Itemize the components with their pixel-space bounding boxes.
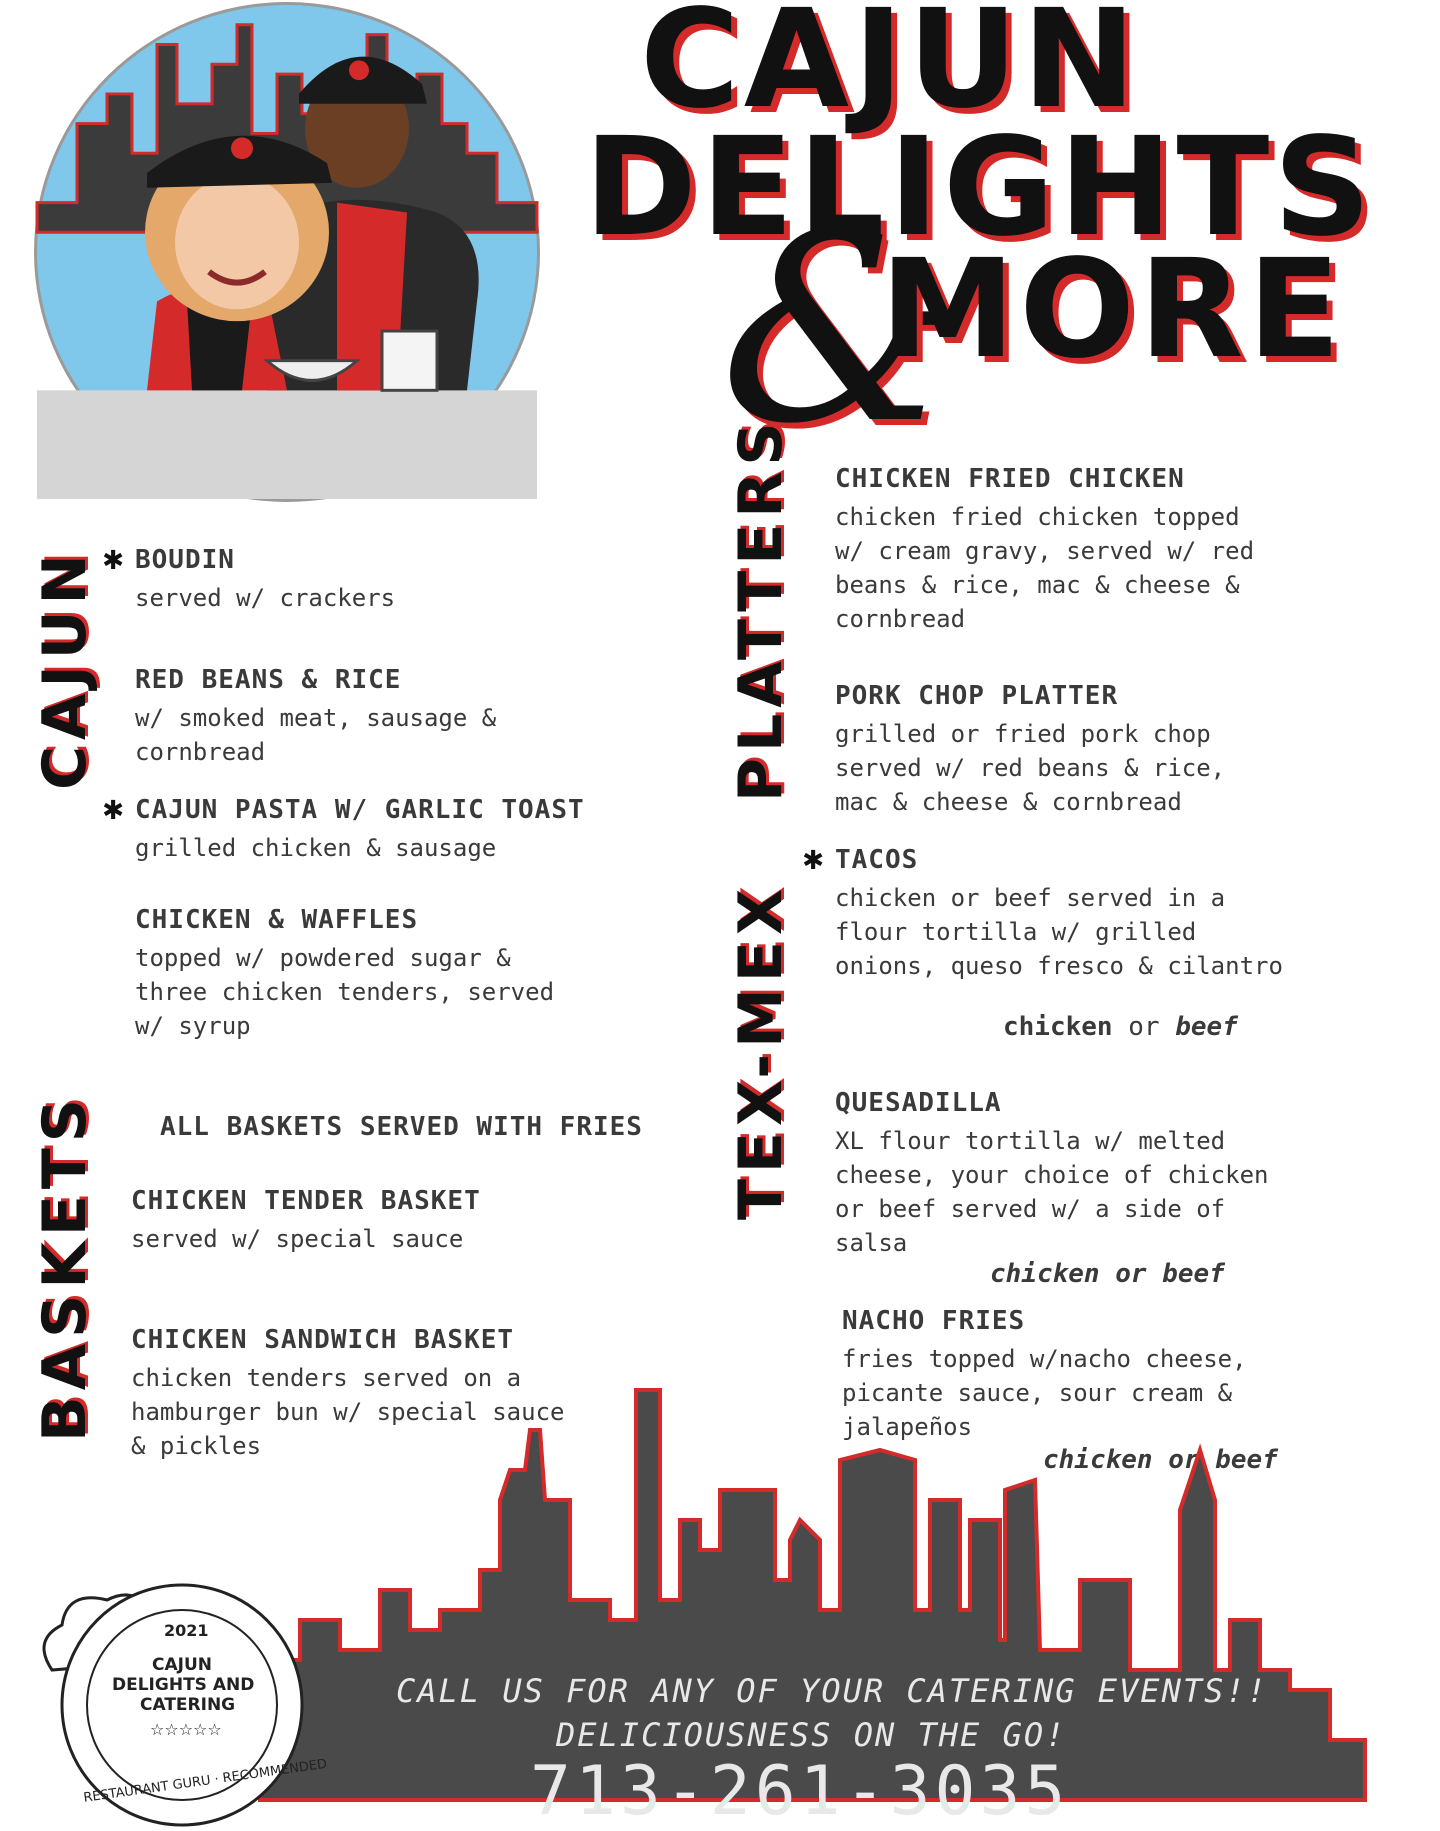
item-name: CAJUN PASTA W/ GARLIC TOAST xyxy=(135,795,585,825)
item-description: topped w/ powdered sugar & three chicken tenders, served w/ syrup xyxy=(135,944,555,1040)
menu-item-boudin xyxy=(103,538,396,615)
asterisk-icon: ✱ xyxy=(103,788,124,828)
badge-ring-text: RESTAURANT GURU · RECOMMENDED xyxy=(82,1756,328,1806)
item-description: grilled chicken & sausage xyxy=(135,834,497,862)
badge-stars: ☆☆☆☆☆ xyxy=(150,1720,222,1739)
item-name: TACOS xyxy=(835,845,919,875)
section-header-baskets: BASKETS xyxy=(30,1092,100,1442)
menu-item-quesadilla xyxy=(835,1088,1268,1260)
item-description: chicken or beef served in a flour tortilla w/ grilled onions, queso fresco & cilantro xyxy=(835,884,1283,980)
choice-beef: beef xyxy=(1175,1012,1238,1042)
nacho-choice: chicken or beef xyxy=(1043,1445,1278,1475)
item-name: PORK CHOP PLATTER xyxy=(835,681,1119,711)
badge-name-3: CATERING xyxy=(140,1695,236,1715)
item-name: RED BEANS & RICE xyxy=(135,665,402,695)
item-description: w/ smoked meat, sausage & cornbread xyxy=(135,704,497,766)
menu-item-tacos xyxy=(803,838,1283,983)
title-cajun: CAJUN xyxy=(640,0,1140,139)
item-name: CHICKEN & WAFFLES xyxy=(135,905,419,935)
section-header-cajun: CAJUN xyxy=(30,548,100,790)
quesadilla-choice: chicken or beef xyxy=(990,1259,1225,1289)
item-description: XL flour tortilla w/ melted cheese, your choice of chicken or beef served w/ a side of salsa xyxy=(835,1127,1269,1257)
baskets-note: ALL BASKETS SERVED WITH FRIES xyxy=(160,1112,643,1142)
item-name: NACHO FRIES xyxy=(842,1306,1026,1336)
footer-catering-line: CALL US FOR ANY OF YOUR CATERING EVENTS!! xyxy=(396,1672,1268,1710)
item-description: fries topped w/nacho cheese, picante sauce, sour cream & jalapeños xyxy=(842,1345,1247,1441)
section-header-texmex: TEX-MEX xyxy=(726,882,796,1220)
menu-item-chicken-fried-chicken xyxy=(835,464,1254,636)
item-name: CHICKEN SANDWICH BASKET xyxy=(131,1325,515,1355)
menu-item-cajun-pasta xyxy=(103,788,585,865)
badge-name-2: DELIGHTS AND xyxy=(112,1675,255,1695)
section-header-platters: PLATTERS xyxy=(726,416,796,802)
badge-year: 2021 xyxy=(164,1621,209,1640)
choice-or: or xyxy=(1128,1012,1160,1042)
choice-chicken: chicken xyxy=(1003,1012,1113,1042)
item-name: CHICKEN FRIED CHICKEN xyxy=(835,464,1185,494)
menu-item-red-beans-rice xyxy=(135,665,496,769)
title-delights: DELIGHTS xyxy=(584,109,1376,267)
item-name: BOUDIN xyxy=(135,545,235,575)
item-description: served w/ special sauce xyxy=(131,1225,464,1253)
title-ampersand: & xyxy=(720,179,952,481)
item-name: CHICKEN TENDER BASKET xyxy=(131,1186,481,1216)
footer-tagline: DELICIOUSNESS ON THE GO! xyxy=(556,1716,1067,1754)
asterisk-icon: ✱ xyxy=(103,538,124,578)
asterisk-icon: ✱ xyxy=(803,838,824,878)
tacos-choice xyxy=(1003,1012,1238,1042)
menu-item-chicken-tender-basket xyxy=(131,1186,481,1256)
item-name: QUESADILLA xyxy=(835,1088,1002,1118)
badge-name-1: CAJUN xyxy=(152,1655,212,1675)
menu-item-chicken-waffles xyxy=(135,905,554,1043)
phone-number[interactable]: 713-261-3035 xyxy=(530,1752,1070,1831)
restaurant-guru-badge xyxy=(12,1540,328,1806)
menu-item-pork-chop-platter xyxy=(835,681,1225,819)
item-description: chicken fried chicken topped w/ cream gravy, served w/ red beans & rice, mac & cheese & cornbread xyxy=(835,503,1255,633)
item-description: chicken tenders served on a hamburger bun w/ special sauce & pickles xyxy=(131,1364,565,1460)
item-description: served w/ crackers xyxy=(135,584,396,612)
logo-illustration xyxy=(34,2,540,502)
item-description: grilled or fried pork chop served w/ red beans & rice, mac & cheese & cornbread xyxy=(835,720,1226,816)
title-more: MORE xyxy=(880,231,1345,389)
